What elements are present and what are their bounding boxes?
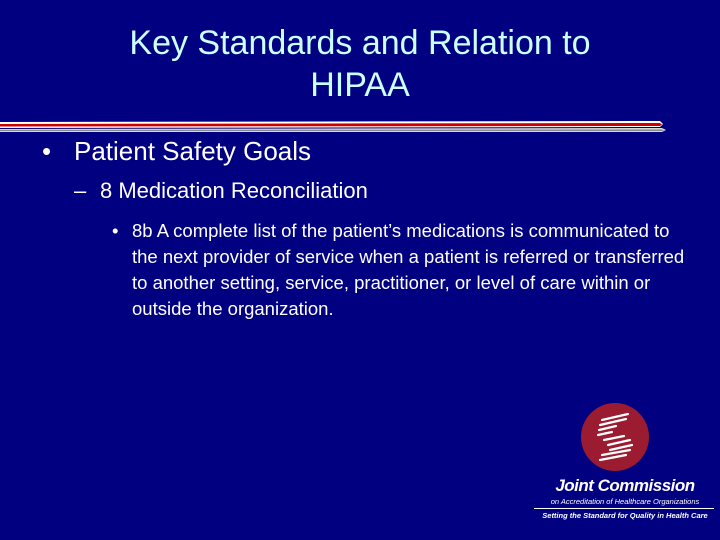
bullet-marker: • [42, 136, 52, 166]
bullet-level-1 [42, 134, 311, 168]
slide-title [40, 22, 680, 106]
bullet-text: 8b A complete list of the patient’s medications is communicated to the next provider of service when a patient is referred or transferred to another setting, service, practitioner, or level of care within or outside the organization. [132, 220, 685, 319]
joint-commission-emblem-icon [580, 402, 650, 472]
bullet-marker: • [112, 220, 119, 241]
slide-title-line-1: Key Standards and Relation to [129, 24, 591, 62]
logo-divider [534, 508, 714, 509]
bullet-level-2 [74, 176, 368, 206]
bullet-text: Patient Safety Goals [74, 136, 312, 166]
slide-title-line-2: HIPAA [310, 66, 410, 104]
title-divider [0, 118, 666, 134]
bullet-level-3 [112, 218, 697, 322]
joint-commission-logo [530, 402, 720, 530]
bullet-text: 8 Medication Reconciliation [100, 178, 368, 203]
dash-marker: – [74, 178, 87, 203]
logo-name: Joint Commission [555, 476, 695, 495]
logo-tagline: Setting the Standard for Quality in Health Care [542, 511, 708, 520]
logo-subtitle: on Accreditation of Healthcare Organizations [550, 497, 700, 506]
